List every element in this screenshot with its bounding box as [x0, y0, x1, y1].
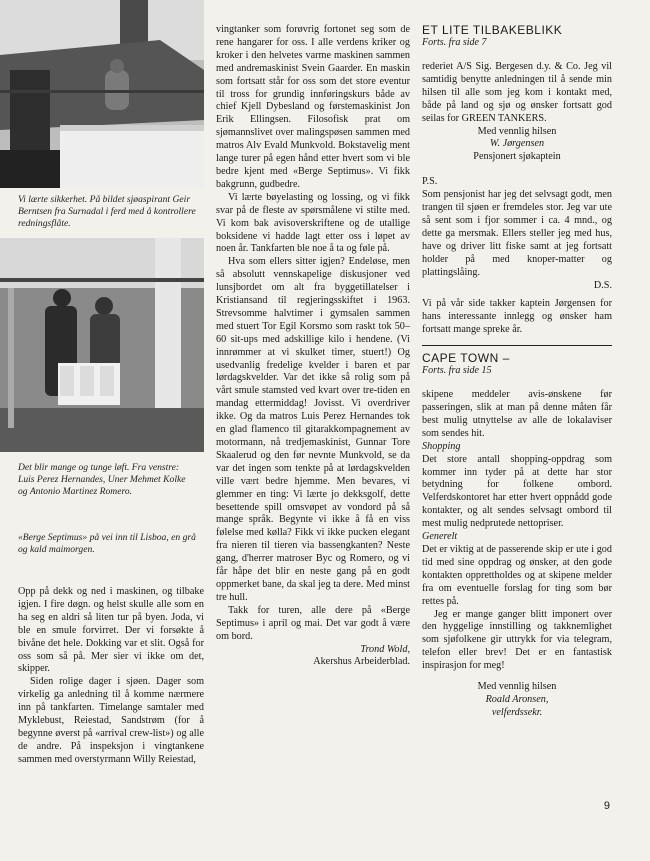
story-paragraph: Takk for turen, alle dere på «Berge Septimus» i april og mai. Det var godt å være om bord.	[216, 604, 410, 642]
subheading-generelt: Generelt	[422, 531, 458, 543]
closing-greeting: Med vennlig hilsen	[477, 681, 557, 693]
subheading-shopping: Shopping	[422, 440, 461, 452]
left-column	[0, 0, 204, 765]
cape-paragraph: Jeg er mange ganger blitt imponert over den hyggelige innstilling og takknemlighet som sjøfolkene gir uttrykk for via telegram, telefon eller brev! Det er en fantastisk inspirasjon for meg!	[422, 608, 612, 672]
letter-sender-title: Pensjonert sjøkaptein	[473, 151, 561, 163]
cape-paragraph: Det store antall shopping-oppdrag som kommer inn tyder på at dette har stor betydning for folkene ombord. Velferdskontoret har etter hvert oppnådd gode kontakter, og alt sendes selvsagt ombord til mest mulig nedprutede nettopriser.	[422, 453, 612, 530]
story-column-1	[18, 586, 204, 767]
ps-label: P.S.	[422, 176, 438, 188]
raft-photo-illustration	[0, 0, 204, 188]
cape-paragraph: Det er viktig at de passerende skip er ute i god tid med sine oppdrag og ønsker, at den gode kontakten opprettholdes og at skipene melder fra om eventuelle forslag for ting som bør rettes på.	[422, 544, 612, 607]
story-paragraph: vingtanker som forøvrig fortonet seg som de rene hangarer for oss. I alle verdens kriker og kroker i den helvetes varme maskinen sammen med andremaskinist Svein Gaarder. En maskin som fortsatt står for oss som det store eventur til tross for grundig innføringskurs både av chief Kjell Dybesland og førstemaskinist Jon Erik Ellingsen. Filosofisk prat om sjømannslivet over malingspøsen sammen med matros Alv Evald Munkvold. Bokstavelig ment lange turer på egen hånd etter hvert som vi ble bedre kjent med «Berge Septimus». Vi fikk bakgrunn, gudbedre.	[216, 24, 410, 190]
story-paragraph: Vi lærte bøyelasting og lossing, og vi fikk svar på de fleste av spørsmålene vi stilte med. Vi kom bak avisoverskriftene og de utallige boksidene vi hadde lagt etter oss i løpet av noen år. Tankfarten ble noe å ta og føle på.	[216, 191, 410, 255]
photo-raft-inspection	[0, 0, 204, 188]
continued-from-label: Forts. fra side 15	[422, 365, 492, 377]
letter-greeting: Med vennlig hilsen	[477, 125, 557, 137]
story-paragraph: Opp på dekk og ned i maskinen, og tilbake igjen. I fire døgn. og helst skulle alle som en ha seg en aldri så liten tur på byen. Joda, vi ble en smule forvirret. Der vi forsøkte å bivåne det hele. Dokking var et slit. Også for oss som så på. Mer sier vi ikke om det, skipper.	[18, 586, 204, 675]
page-number: 9	[603, 800, 610, 812]
closing-sender-name: Roald Aronsen,	[485, 693, 549, 705]
author-organization: Akershus Arbeiderblad.	[313, 656, 410, 668]
editor-thanks: Vi på vår side takker kaptein Jørgensen for hans interessante innlegg og ønsker ham fortsatt mange spreke år.	[422, 298, 612, 336]
continued-from-label: Forts. fra side 7	[422, 37, 487, 48]
section-heading-tilbakeblikk: ET LITE TILBAKEBLIKK	[422, 23, 563, 37]
photo1-caption: Vi lærte sikkerhet. På bildet sjøaspirant Geir Berntsen fra Surnadal i ferd med å kontrollere redningsflåte.	[18, 194, 196, 229]
photo3-caption: «Berge Septimus» på vei inn til Lisboa, en grå og kald maimorgen.	[18, 532, 196, 555]
right-column	[422, 24, 612, 720]
lifting-photo-illustration	[0, 238, 204, 452]
section-heading-cape-town: CAPE TOWN –	[422, 351, 510, 366]
cape-paragraph: skipene meddeler avis-ønskene før passeringen, slik at man på denne måten får best mulig utnyttelse av alle de lokalaviser som sendes hit.	[422, 389, 612, 439]
story-paragraph: Siden rolige dager i sjøen. Dager som virkelig ga anledning til å komme nærmere inn på tankfarten. Timelange samtaler med Myklebust, Reiestad, Sandstrøm (for å begynne øverst på «arrival crew-list») og alle de andre. På inspeksjon i vingtankene sammen med overstyrmann Willy Reiestad,	[18, 676, 204, 765]
letter-paragraph: rederiet A/S Sig. Bergesen d.y. & Co. Jeg vil samtidig benytte anledningen til å sende min hilsen til alle som jeg kom i kontakt med, både på land og sjø og ønsker fortsatt god seilas for GREEN TANKERS.	[422, 61, 612, 124]
section-divider	[422, 345, 612, 346]
author-name: Trond Wold,	[360, 643, 410, 655]
photo2-caption: Det blir mange og tunge løft. Fra venstre: Luis Perez Hernandes, Uner Mehmet Kolke og Antonio Martinez Romero.	[18, 462, 186, 497]
closing-sender-title: velferdssekr.	[491, 706, 543, 718]
ps-paragraph: Som pensjonist har jeg det selvsagt godt, men trangen til sjøen er fremdeles stor. Jeg var ute så sent som i fjor sommer i ca. 4 mnd., og dette ga mersmak. Ellers steller jeg med hus, have og driver litt fiske samt at jeg fortsatt holder på med knoper-matter og plattingslåing.	[422, 189, 612, 278]
middle-column	[216, 24, 410, 669]
story-paragraph: Hva som ellers sitter igjen? Endeløse, men så absolutt vennskapelige diskusjoner ved lunsjbordet om alt fra byggetillatelser i Kristiansand til regjeringsskiftet i 1963. Strevsomme halvtimer i gymsalen sammen med stuert Tor Egil Korsmo som raskt tok 50–60 sit-ups med adskillige kilo i hendene. (Vi innrømmer at vi skulket timer, stuert!) Og usedvanlig fredelige kvelder i baren et par lørdagskvelder. Var det ikke så rolig som på vårt smule stamsted ved kvart over tre-tiden en mandag ettermiddag! Jovisst. Vi overdriver ikke. Og da matros Luis Perez Hernandes tok en glad flamenco til gitarakkompagnement av motormann, nå tredjemaskinist, Gunnar Tore Skaalerud og den før nevnte Munkvold, se da var det ingen som tenkte på at lørdagskvelden ville vært bedre hjemme. Men bevares, vi glemmer en ting: Vi lærte jo dekksgolf, dette besettende spill omsvøpet av vondord på så mange språk. Begynte vi ikke å få en viss følelse med kølla? Fikk vi ikke pucken elegant fra nieren til tieren via bassengkanten? Neste gang, d'herrer matroser Byc og Romero, og vi får håpe det blir en neste gang på en godt oppmerket bane, da skal jeg ta dere. Med minst tre hull.	[216, 256, 410, 603]
letter-sender-name: W. Jørgensen	[489, 138, 545, 150]
ds-label: D.S.	[593, 279, 612, 291]
photo-heavy-lifting	[0, 238, 204, 452]
